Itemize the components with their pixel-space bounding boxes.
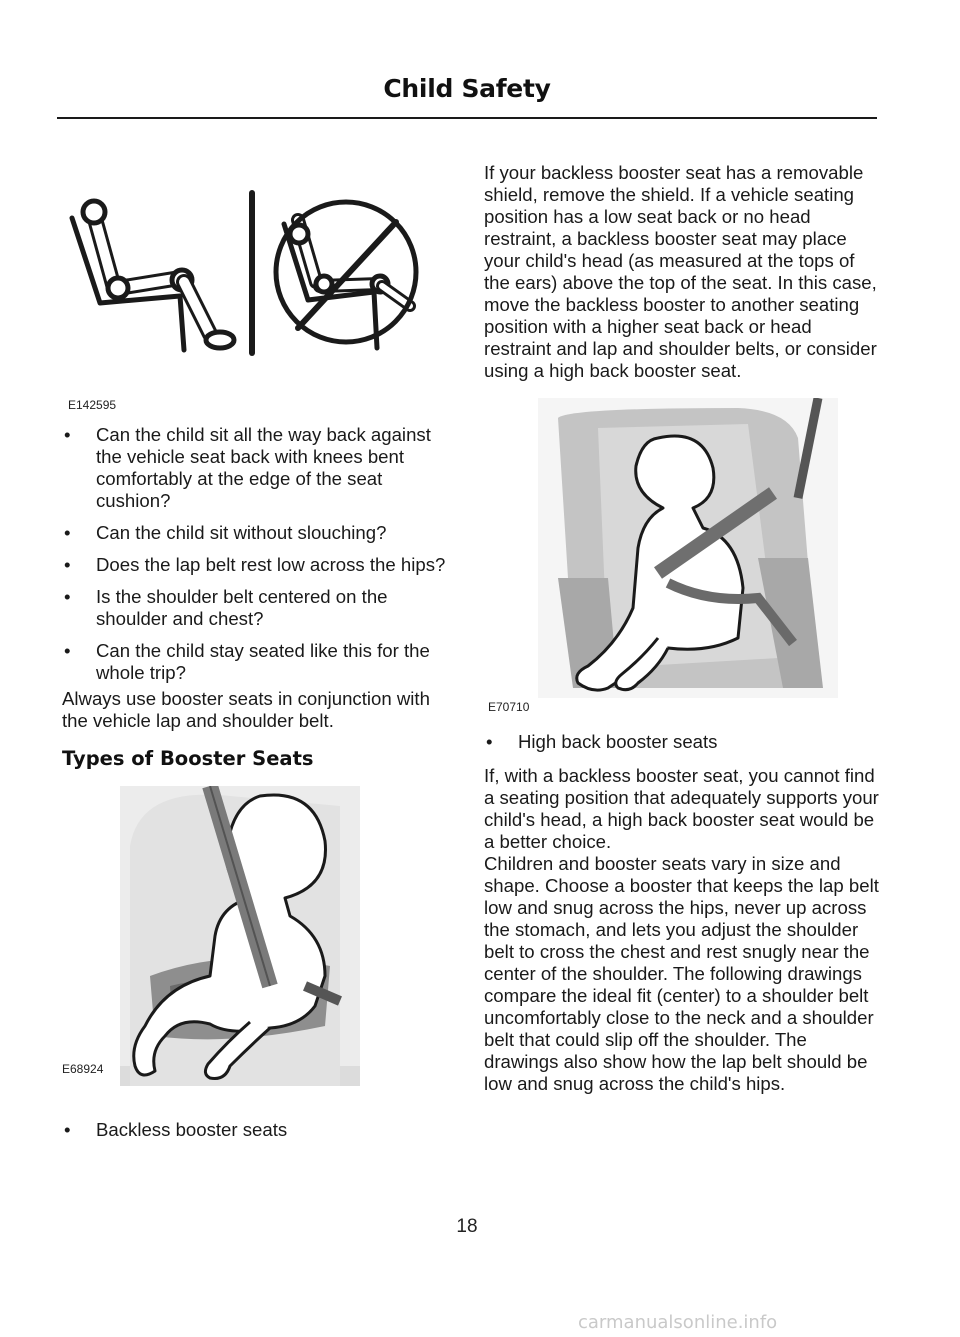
figure-code: E142595 — [68, 398, 117, 412]
seat-posture-diagram — [62, 188, 432, 368]
backless-shield-paragraph: If your backless booster seat has a removable shield, remove the shield. If a vehicle seating position has a low seat back or no head restraint, a backless booster seat may place your child's head (as measured at the tops of the ears) above the top of the seat. In this case, move the backless booster to another seating position with a higher seat back or head restraint and lap and shoulder belts, or consider using a high back booster seat. — [484, 162, 877, 381]
list-item: • Is the shoulder belt centered on the shoulder and chest? — [64, 586, 388, 629]
high-back-paragraph: If, with a backless booster seat, you cannot find a seating position that adequately supports your child's head, a high back booster seat would be a better choice. — [484, 765, 879, 852]
backless-booster-illustration — [110, 786, 360, 1086]
figure-code: E68924 — [62, 1062, 104, 1076]
list-item: • Can the child sit without slouching? — [64, 522, 387, 543]
list-item: • Can the child sit all the way back against the vehicle seat back with knees bent comfortably at the edge of the seat cushion? — [64, 424, 431, 511]
fit-guidance-paragraph: Children and booster seats vary in size and shape. Choose a booster that keeps the lap belt low and snug across the hips, never up across the stomach, and lets you adjust the shoulder belt to cross the chest and rest snugly near the center of the shoulder. The following drawings compare the ideal fit (center) to a shoulder belt uncomfortably close to the neck and a shoulder belt that could slip off the shoulder. The drawings also show how the lap belt should be low and snug across the child's hips. — [484, 853, 879, 1094]
page-title: Child Safety — [383, 74, 551, 103]
figure-code: E70710 — [488, 700, 530, 714]
fit-checklist — [62, 424, 452, 694]
booster-usage-paragraph: Always use booster seats in conjunction with the vehicle lap and shoulder belt. — [62, 688, 430, 731]
list-item: • Can the child stay seated like this for the whole trip? — [64, 640, 430, 683]
high-back-booster-illustration — [538, 398, 838, 698]
booster-type-list — [484, 731, 879, 763]
page-number: 18 — [456, 1216, 478, 1237]
list-item: • Does the lap belt rest low across the hips? — [64, 554, 446, 575]
booster-type-list — [62, 1119, 452, 1151]
section-heading: Types of Booster Seats — [62, 747, 314, 770]
list-item: • High back booster seats — [486, 731, 718, 752]
header-divider — [57, 117, 877, 119]
watermark: carmanualsonline.info — [578, 1312, 778, 1333]
list-item: • Backless booster seats — [64, 1119, 288, 1140]
